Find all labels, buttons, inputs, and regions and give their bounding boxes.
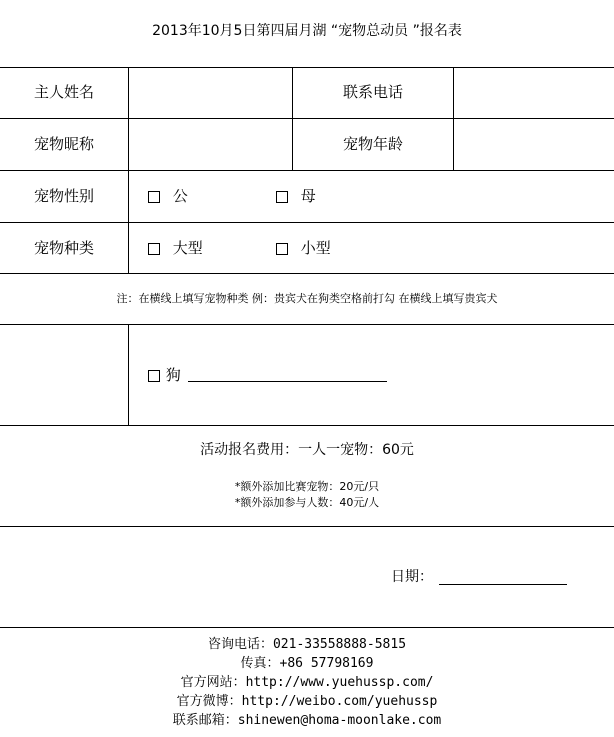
row-divider	[0, 273, 614, 274]
owner-name-field[interactable]	[129, 68, 292, 118]
contact-email[interactable]: 联系邮箱：shinewen@homa-moonlake.com	[172, 713, 442, 728]
checkbox-icon[interactable]	[148, 370, 160, 382]
row-divider	[0, 170, 614, 171]
row-divider	[0, 222, 614, 223]
owner-name-label: 主人姓名	[33, 83, 94, 101]
gender-option-label: 公	[172, 187, 188, 205]
pet-type-label: 宠物种类	[33, 239, 94, 257]
checkbox-icon[interactable]	[276, 243, 288, 255]
fee-extra-pet: *额外添加比赛宠物：20元/只	[234, 480, 380, 493]
pet-nickname-field[interactable]	[129, 119, 292, 170]
col-divider	[128, 324, 129, 425]
fee-main: 活动报名费用：一人一宠物：60元	[200, 442, 414, 458]
gender-option-male[interactable]	[148, 189, 188, 204]
row-divider	[0, 627, 614, 628]
size-option-small[interactable]	[276, 241, 331, 256]
row-divider	[0, 526, 614, 527]
checkbox-icon[interactable]	[148, 191, 160, 203]
gender-option-label: 母	[300, 187, 316, 205]
contact-website[interactable]: 官方网站：http://www.yuehussp.com/	[180, 675, 434, 690]
pet-gender-label: 宠物性别	[33, 187, 94, 205]
dog-breed-line[interactable]	[188, 381, 387, 382]
row-divider	[0, 425, 614, 426]
contact-fax: 传真：+86 57798169	[240, 656, 374, 671]
gender-option-female[interactable]	[276, 189, 316, 204]
checkbox-icon[interactable]	[148, 243, 160, 255]
fee-extra-person: *额外添加参与人数：40元/人	[234, 496, 380, 509]
form-title: 2013年10月5日第四届月湖 “宠物总动员 ”报名表	[152, 23, 462, 39]
dog-option-label: 狗	[165, 366, 181, 384]
pet-age-label: 宠物年龄	[342, 135, 403, 153]
contact-phone: 咨询电话：021-33558888-5815	[207, 637, 407, 652]
size-option-label: 小型	[300, 239, 331, 257]
phone-label: 联系电话	[342, 83, 403, 101]
note-text: 注：在横线上填写宠物种类 例：贵宾犬在狗类空格前打勾 在横线上填写贵宾犬	[116, 292, 498, 305]
size-option-large[interactable]	[148, 241, 203, 256]
date-label: 日期：	[391, 569, 433, 585]
checkbox-icon[interactable]	[276, 191, 288, 203]
pet-age-field[interactable]	[454, 119, 614, 170]
col-divider	[292, 67, 293, 170]
date-line[interactable]	[439, 584, 567, 585]
pet-nickname-label: 宠物昵称	[33, 135, 94, 153]
phone-field[interactable]	[454, 68, 614, 118]
size-option-label: 大型	[172, 239, 203, 257]
contact-weibo[interactable]: 官方微博：http://weibo.com/yuehussp	[176, 694, 438, 709]
dog-option[interactable]	[148, 368, 181, 383]
row-divider	[0, 324, 614, 325]
